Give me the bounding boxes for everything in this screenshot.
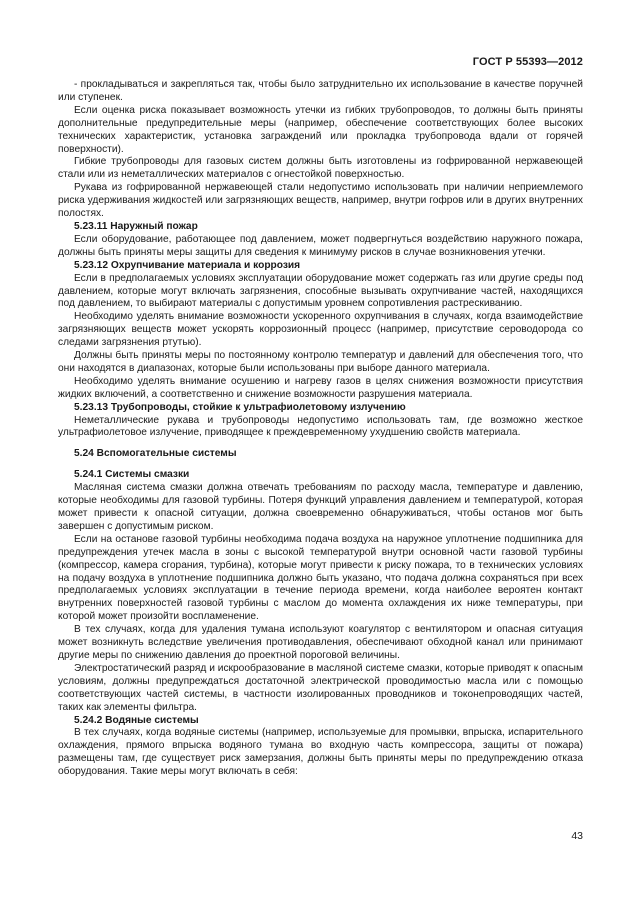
section-heading: 5.24.1 Системы смазки: [74, 469, 190, 481]
document-id: ГОСТ Р 55393—2012: [472, 56, 583, 68]
paragraph: Электростатический разряд и искрообразование в масляной системе смазки, которые приводят к опасным условиям, должны предупреждаться достаточной электрической проводимостью масла или с помощью соответствующих частей системы, в частности изолированных проводников и токонепроводящих частей, таких как элементы фильтра.: [58, 662, 583, 713]
section-heading: 5.24 Вспомогательные системы: [74, 448, 237, 460]
paragraph: Необходимо уделять внимание возможности ускоренного охрупчивания в случаях, когда взаимодействие загрязняющих веществ может ускорять коррозионный процесс (например, присутствие сероводорода со следами загрязнения ртутью).: [58, 311, 583, 349]
body-text: [58, 79, 583, 779]
page-number: 43: [571, 830, 583, 842]
paragraph: В тех случаях, когда для удаления тумана используют коагулятор с вентилятором и опасная ситуация может возникнуть вследствие увеличения противодавления, обеспечивают обходной канал или принимают другие меры по снижению давления до проектной пороговой величины.: [58, 624, 583, 661]
paragraph: В тех случаях, когда водяные системы (например, используемые для промывки, впрыска, испарительного охлаждения, прямого впрыска водяного тумана во входную часть компрессора, защиты от пожара) размещены там, где существует риск замерзания, должны быть приняты меры по предупреждению отказа оборудования. Такие меры могут включать в себя:: [58, 727, 583, 778]
paragraph: - прокладываться и закрепляться так, чтобы было затруднительно их использование в качестве поручней или ступенек.: [58, 79, 583, 103]
paragraph: Если в предполагаемых условиях эксплуатации оборудование может содержать газ или другие среды под давлением, которые могут включать загрязнения, способные вызывать охрупчивание частей, находящихся под давлением, то выбирают материалы с допустимым уровнем сопротивления растрескиванию.: [58, 272, 583, 310]
section-heading: 5.24.2 Водяные системы: [74, 714, 199, 726]
section-heading: 5.23.12 Охрупчивание материала и коррозия: [74, 259, 301, 271]
paragraph: Если на останове газовой турбины необходима подача воздуха на наружное уплотнение подшипника для предупреждения утечек масла в зоны с высокой температурой внутри основной части газовой турбины (компрессор, камера сгорания, турбина), которые могут привести к риску пожара, то в технических условиях на подачу воздуха в уплотнение подшипника должно быть указано, что подача должна сохраняться при всех предполагаемых условиях эксплуатации в течение периода времени, когда наиболее вероятен контакт внутренних поверхностей газовой турбины с маслом до момента охлаждения их ниже температуры, при которой может произойти воспламенение.: [58, 533, 583, 623]
paragraph: Необходимо уделять внимание осушению и нагреву газов в целях снижения возможности присутствия жидких включений, а соответственно и снижение возможности разрушения материала.: [58, 375, 583, 400]
paragraph: Неметаллические рукава и трубопроводы недопустимо использовать там, где возможно жесткое ультрафиолетовое излучение, приводящее к преждевременному ухудшению свойств материала.: [58, 414, 583, 439]
paragraph: Масляная система смазки должна отвечать требованиям по расходу масла, температуре и давлению, которые необходимы для газовой турбины. Потеря функций управления давлением и температурой, которая может привести к опасной ситуации, должна своевременно обнаруживаться, чтобы останов мог быть завершен с допустимым риском.: [58, 482, 583, 532]
paragraph: Если оборудование, работающее под давлением, может подвергнуться воздействию наружного пожара, должны быть приняты меры защиты для сведения к минимуму рисков в случае возникновения утечки.: [58, 233, 583, 258]
paragraph: Если оценка риска показывает возможность утечки из гибких трубопроводов, то должны быть приняты дополнительные предупредительные меры (например, обеспечение соответствующих более высоких технических характеристик, установка заграждений или прокладка трубопровода вдали от горячей поверхности).: [58, 104, 583, 155]
section-heading: 5.23.13 Трубопроводы, стойкие к ультрафиолетовому излучению: [74, 401, 406, 413]
paragraph: Рукава из гофрированной нержавеющей стали недопустимо использовать при наличии неприемлемого риска удерживания жидкостей или загрязняющих веществ, например, внутри гофров или в других внутренних полостях.: [58, 182, 583, 220]
paragraph: Должны быть приняты меры по постоянному контролю температур и давлений для обеспечения того, что они находятся в диапазонах, которые были использованы при выборе данного материала.: [58, 350, 583, 374]
paragraph: Гибкие трубопроводы для газовых систем должны быть изготовлены из гофрированной нержавеющей стали или из неметаллических материалов с огнестойкой поверхностью.: [58, 156, 583, 181]
section-heading: 5.23.11 Наружный пожар: [74, 220, 198, 232]
